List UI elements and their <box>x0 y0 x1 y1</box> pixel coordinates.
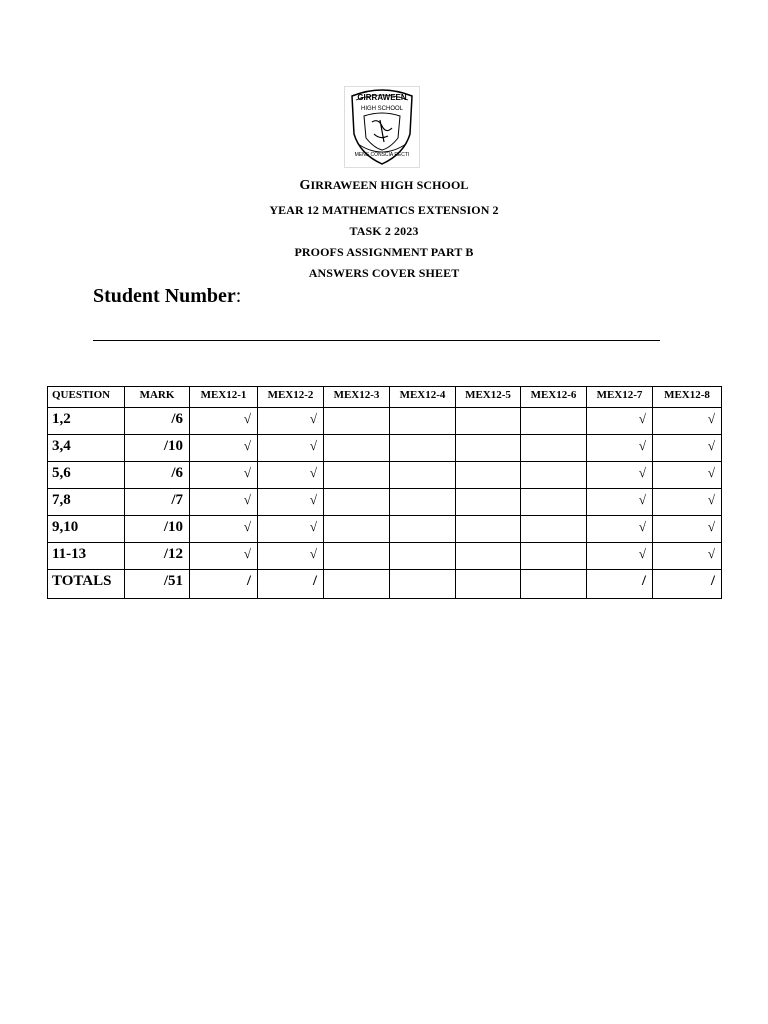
outcome-cell <box>324 543 390 570</box>
mark-cell: /7 <box>125 489 190 516</box>
outcome-cell: / <box>190 570 258 599</box>
outcome-cell <box>390 489 456 516</box>
outcome-cell: / <box>258 570 324 599</box>
outcome-cell <box>390 462 456 489</box>
outcome-cell: √ <box>258 408 324 435</box>
outcome-cell <box>456 435 521 462</box>
outcome-cell: / <box>653 570 722 599</box>
table-row <box>48 489 722 516</box>
mark-cell: /6 <box>125 462 190 489</box>
outcome-cell: √ <box>653 408 722 435</box>
outcome-cell: √ <box>258 489 324 516</box>
outcome-cell: √ <box>587 489 653 516</box>
question-cell: 1,2 <box>48 408 125 435</box>
column-header: QUESTION <box>48 387 125 408</box>
outcome-cell <box>521 408 587 435</box>
outcome-cell: √ <box>587 543 653 570</box>
column-header: MEX12-2 <box>258 387 324 408</box>
outcome-cell: √ <box>190 408 258 435</box>
outcome-cell <box>521 435 587 462</box>
marks-table <box>47 386 722 599</box>
mark-cell: /6 <box>125 408 190 435</box>
outcome-cell: / <box>587 570 653 599</box>
outcome-cell: √ <box>258 516 324 543</box>
outcome-cell <box>390 570 456 599</box>
outcome-cell: √ <box>653 543 722 570</box>
outcome-cell <box>390 516 456 543</box>
column-header: MEX12-3 <box>324 387 390 408</box>
mark-cell: /12 <box>125 543 190 570</box>
table-header-row <box>48 387 722 408</box>
assignment-title: PROOFS ASSIGNMENT PART B <box>294 245 474 259</box>
outcome-cell <box>456 516 521 543</box>
mark-cell: /10 <box>125 435 190 462</box>
column-header: MEX12-1 <box>190 387 258 408</box>
svg-text:MENS CONSCIA RECTI: MENS CONSCIA RECTI <box>354 152 410 158</box>
outcome-cell: √ <box>190 543 258 570</box>
outcome-cell: √ <box>587 408 653 435</box>
column-header: MEX12-4 <box>390 387 456 408</box>
outcome-cell: √ <box>653 435 722 462</box>
outcome-cell <box>390 408 456 435</box>
outcome-cell <box>324 435 390 462</box>
totals-row <box>48 570 722 599</box>
outcome-cell: √ <box>190 516 258 543</box>
outcome-cell <box>521 543 587 570</box>
outcome-cell: √ <box>190 462 258 489</box>
task-title: TASK 2 2023 <box>349 224 419 238</box>
course-title: YEAR 12 MATHEMATICS EXTENSION 2 <box>269 203 499 217</box>
school-name: GIRRAWEEN HIGH SCHOOL <box>299 178 469 193</box>
outcome-cell <box>324 408 390 435</box>
outcome-cell <box>521 462 587 489</box>
table-row <box>48 435 722 462</box>
outcome-cell: √ <box>258 462 324 489</box>
outcome-cell <box>521 489 587 516</box>
question-cell: 3,4 <box>48 435 125 462</box>
outcome-cell <box>456 489 521 516</box>
school-crest-logo <box>344 86 420 168</box>
outcome-cell <box>456 408 521 435</box>
column-header: MEX12-6 <box>521 387 587 408</box>
column-header: MEX12-5 <box>456 387 521 408</box>
question-cell: 5,6 <box>48 462 125 489</box>
outcome-cell: √ <box>653 489 722 516</box>
question-cell: 9,10 <box>48 516 125 543</box>
outcome-cell <box>324 489 390 516</box>
outcome-cell: √ <box>653 462 722 489</box>
outcome-cell <box>456 462 521 489</box>
mark-cell: /51 <box>125 570 190 599</box>
question-cell: 11-13 <box>48 543 125 570</box>
table-row <box>48 516 722 543</box>
outcome-cell: √ <box>587 435 653 462</box>
outcome-cell: √ <box>190 435 258 462</box>
svg-text:HIGH SCHOOL: HIGH SCHOOL <box>360 106 404 112</box>
sheet-title: ANSWERS COVER SHEET <box>308 266 460 280</box>
outcome-cell <box>324 570 390 599</box>
outcome-cell <box>324 462 390 489</box>
outcome-cell <box>521 570 587 599</box>
outcome-cell: √ <box>190 489 258 516</box>
outcome-cell <box>521 516 587 543</box>
column-header: MEX12-7 <box>587 387 653 408</box>
question-cell: TOTALS <box>48 570 125 599</box>
crest-icon <box>344 86 420 168</box>
mark-cell: /10 <box>125 516 190 543</box>
outcome-cell: √ <box>587 462 653 489</box>
outcome-cell: √ <box>258 435 324 462</box>
table-body <box>48 408 722 599</box>
outcome-cell: √ <box>653 516 722 543</box>
student-number-label: Student Number: <box>93 285 242 307</box>
table-row <box>48 408 722 435</box>
question-cell: 7,8 <box>48 489 125 516</box>
outcome-cell <box>390 543 456 570</box>
outcome-cell <box>390 435 456 462</box>
outcome-cell <box>324 516 390 543</box>
table-row <box>48 543 722 570</box>
outcome-cell: √ <box>258 543 324 570</box>
table-row <box>48 462 722 489</box>
student-number-line[interactable] <box>93 340 660 341</box>
column-header: MEX12-8 <box>653 387 722 408</box>
outcome-cell: √ <box>587 516 653 543</box>
svg-text:GIRRAWEEN: GIRRAWEEN <box>357 93 407 102</box>
column-header: MARK <box>125 387 190 408</box>
outcome-cell <box>456 543 521 570</box>
outcome-cell <box>456 570 521 599</box>
